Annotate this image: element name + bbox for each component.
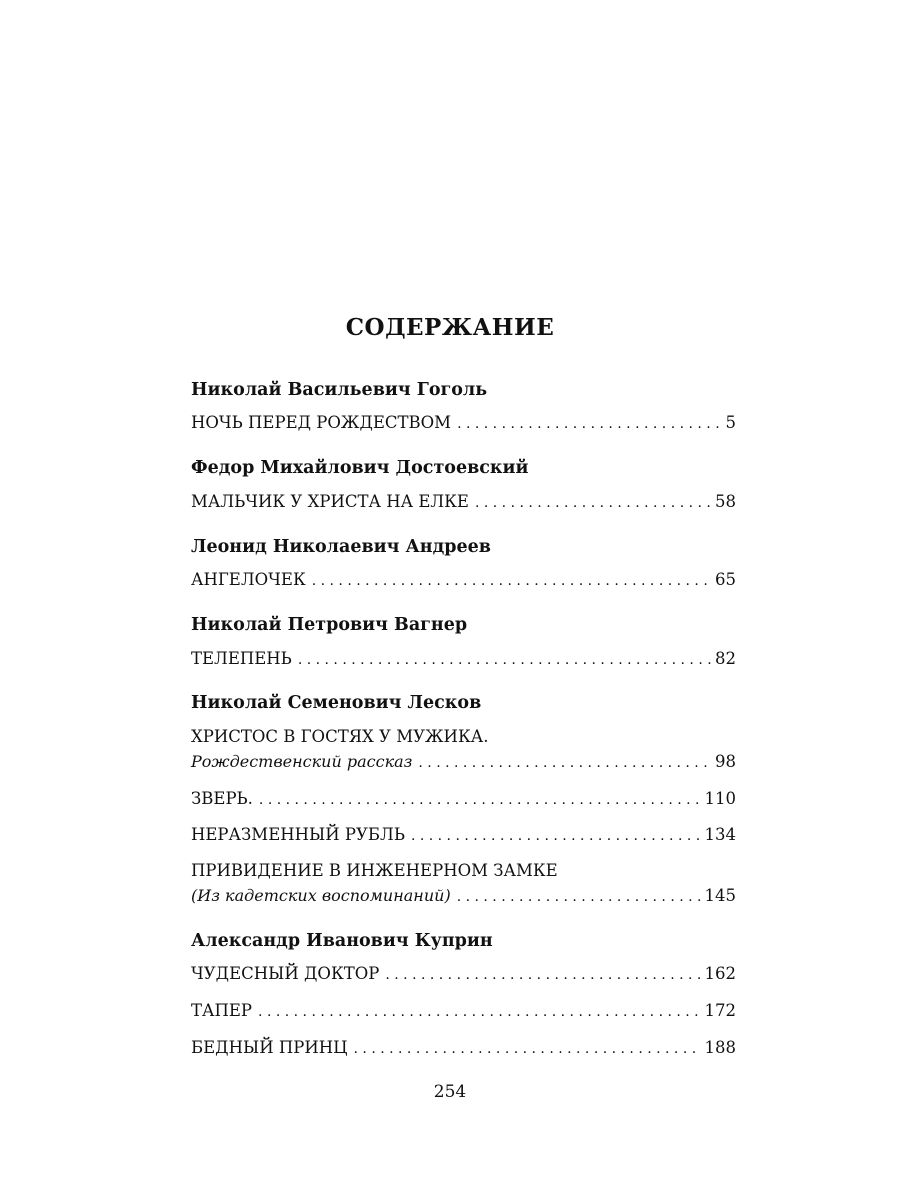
- entry-page: 65: [715, 570, 736, 589]
- entry-page: 134: [704, 825, 736, 844]
- author-gogol: Николай Васильевич Гоголь: [191, 380, 488, 400]
- toc-entry-telepen[interactable]: [191, 649, 736, 668]
- toc-entry-bedny-prints[interactable]: [191, 1038, 736, 1057]
- entry-page: 58: [715, 492, 736, 511]
- page-title: СОДЕРЖАНИЕ: [345, 314, 555, 341]
- entry-title: НЕРАЗМЕННЫЙ РУБЛЬ: [191, 825, 405, 844]
- dot-leader: [475, 495, 712, 511]
- entry-title: ЧУДЕСНЫЙ ДОКТОР: [191, 964, 380, 983]
- toc-entry-noch-pered-rozhdestvom[interactable]: [191, 413, 736, 432]
- entry-page: 5: [725, 413, 736, 432]
- toc-entry-taper[interactable]: [191, 1001, 736, 1020]
- author-vagner: Николай Петрович Вагнер: [191, 615, 468, 635]
- dot-leader: [457, 889, 702, 905]
- entry-page: 172: [704, 1001, 736, 1020]
- page-number: 254: [433, 1082, 467, 1102]
- dot-leader: [258, 1004, 701, 1020]
- entry-page: 162: [704, 964, 736, 983]
- author-dostoevsky: Федор Михайлович Достоевский: [191, 458, 529, 478]
- dot-leader: [457, 416, 722, 432]
- entry-subtitle: (Из кадетских воспоминаний): [191, 886, 451, 905]
- entry-title: БЕДНЫЙ ПРИНЦ: [191, 1038, 348, 1057]
- entry-page: 188: [704, 1038, 736, 1057]
- toc-entry-prividenie[interactable]: [191, 886, 736, 905]
- entry-page: 98: [715, 752, 736, 771]
- dot-leader: [385, 967, 701, 983]
- dot-leader: [298, 652, 712, 668]
- author-andreev: Леонид Николаевич Андреев: [191, 537, 491, 557]
- dot-leader: [354, 1041, 702, 1057]
- toc-entry-angelochek[interactable]: [191, 570, 736, 589]
- toc-entry-zver[interactable]: [191, 789, 736, 808]
- entry-title: НОЧЬ ПЕРЕД РОЖДЕСТВОМ: [191, 413, 452, 432]
- author-leskov: Николай Семенович Лесков: [191, 693, 482, 713]
- dot-leader: [411, 828, 702, 844]
- entry-title: ТЕЛЕПЕНЬ: [191, 649, 292, 668]
- entry-title: ТАПЕР: [191, 1001, 253, 1020]
- toc-entry-khristos-v-gostyakh[interactable]: [191, 752, 736, 771]
- dot-leader: [259, 792, 702, 808]
- author-kuprin: Александр Иванович Куприн: [191, 931, 493, 951]
- toc-entry-chudesny-doktor[interactable]: [191, 964, 736, 983]
- dot-leader: [418, 755, 712, 771]
- entry-title-line[interactable]: ХРИСТОС В ГОСТЯХ У МУЖИКА.: [191, 727, 489, 746]
- entry-title: МАЛЬЧИК У ХРИСТА НА ЕЛКЕ: [191, 492, 469, 511]
- entry-page: 110: [704, 789, 736, 808]
- entry-title: АНГЕЛОЧЕК: [191, 570, 306, 589]
- entry-title-line[interactable]: ПРИВИДЕНИЕ В ИНЖЕНЕРНОМ ЗАМКЕ: [191, 861, 558, 880]
- entry-subtitle: Рождественский рассказ: [191, 752, 413, 771]
- toc-entry-malchik-u-khrista[interactable]: [191, 492, 736, 511]
- entry-page: 82: [715, 649, 736, 668]
- dot-leader: [312, 573, 712, 589]
- toc-entry-nerazmenny-rubl[interactable]: [191, 825, 736, 844]
- entry-title: ЗВЕРЬ.: [191, 789, 253, 808]
- entry-page: 145: [704, 886, 736, 905]
